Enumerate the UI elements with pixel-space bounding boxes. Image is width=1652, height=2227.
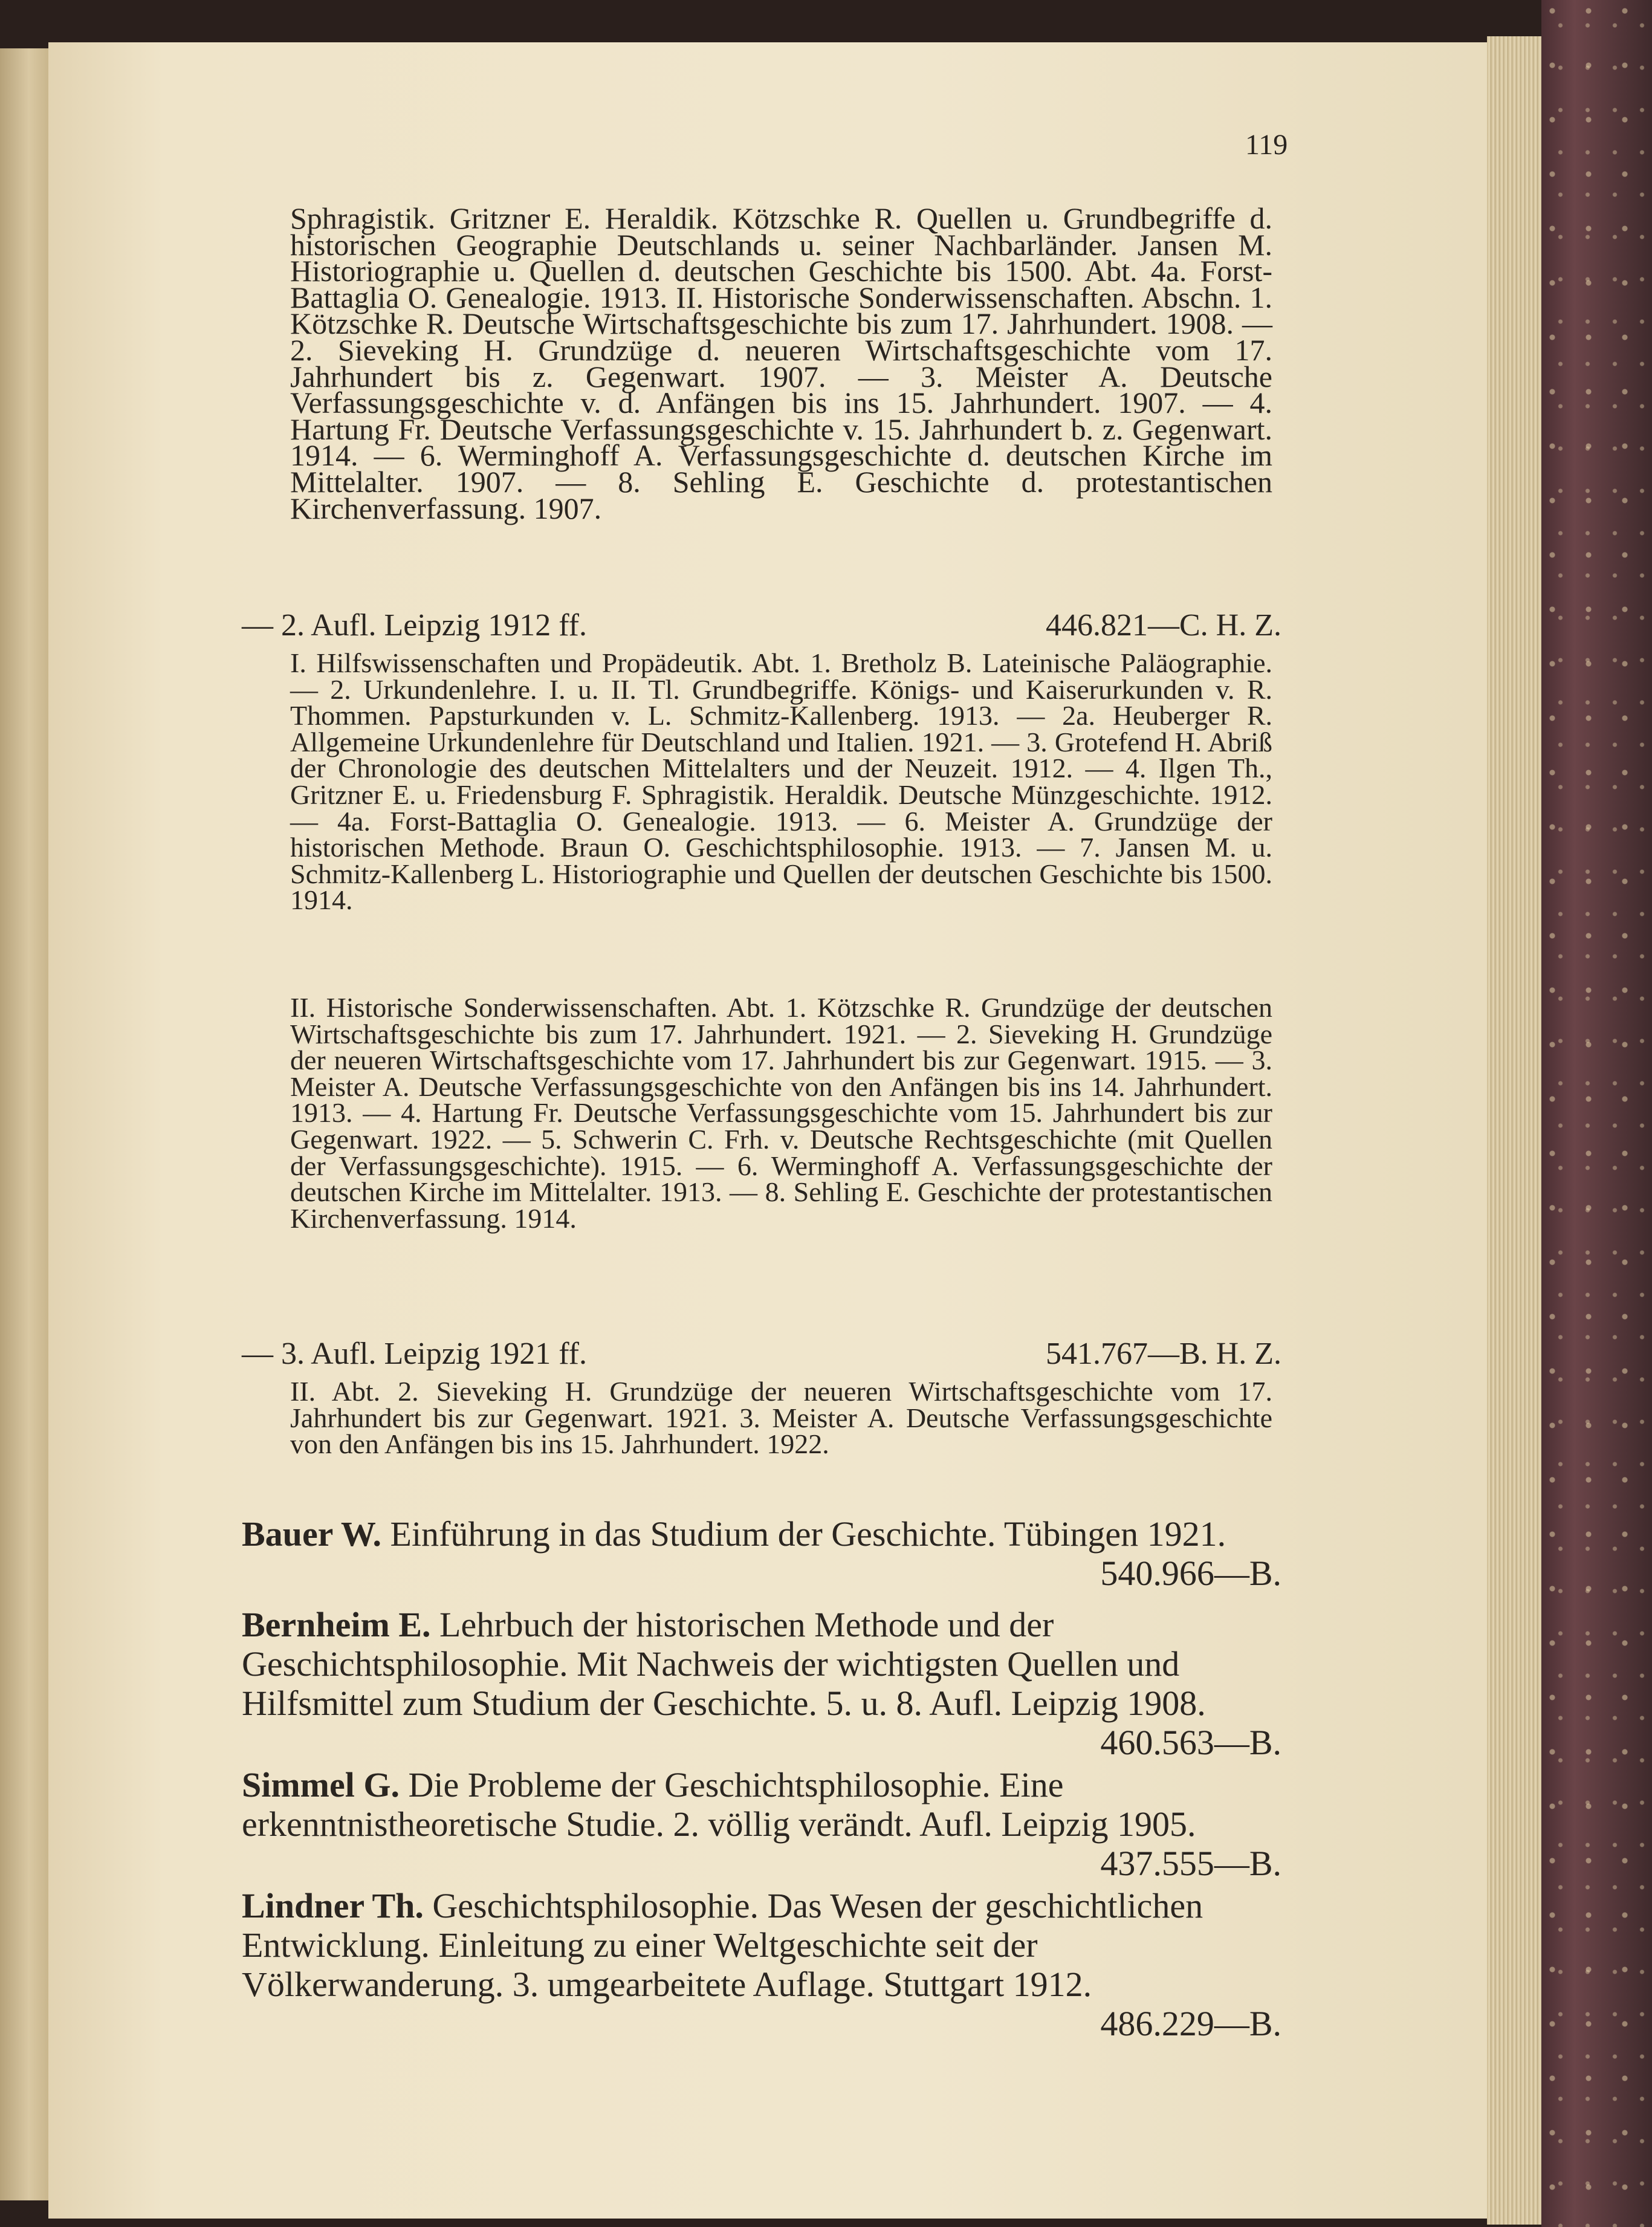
entry-text: Lehrbuch der historischen Methode und der Geschichtsphilosophie. Mit Nachweis der wichtigsten Quellen und Hilfsmittel zum Studium der Geschichte. 5. u. 8. Aufl. Leipzig 1908. [242,1605,1206,1723]
entry-author: Bernheim E. [242,1605,431,1644]
edition-2-signature: 446.821—C. H. Z. [1046,608,1281,643]
entry-text: Die Probleme der Geschichtsphilosophie. Eine erkenntnistheoretische Studie. 2. völlig verändt. Aufl. Leipzig 1905. [242,1765,1196,1844]
edition-3-signature: 541.767—B. H. Z. [1046,1337,1281,1371]
edition-2-row [242,608,1281,644]
entry-author: Simmel G. [242,1765,400,1804]
entry-signature: 540.966—B. [1100,1554,1281,1593]
entry-text: Einführung in das Studium der Geschichte. Tübingen 1921. [390,1514,1226,1554]
edition-3-row [242,1336,1281,1372]
entry-text: Geschichtsphilosophie. Das Wesen der geschichtlichen Entwicklung. Einleitung zu einer Weltgeschichte seit der Völkerwanderung. 3. umgearbeitete Auflage. Stuttgart 1912. [242,1886,1203,2004]
entry-author: Lindner Th. [242,1886,424,1925]
book-cover [1541,0,1652,2227]
page-number: 119 [1245,129,1288,161]
entry-bernheim [242,1605,1281,1762]
entry-bauer [242,1514,1281,1593]
entry-lindner [242,1886,1281,2043]
page-fore-edge [1487,36,1541,2225]
catalog-block-1: Sphragistik. Gritzner E. Heraldik. Kötzschke R. Quellen u. Grundbegriffe d. historischen Geographie Deutschlands u. seiner Nachbarländer. Jansen M. Historiographie u. Quellen d. deutschen Geschichte bis 1500. Abt. 4a. Forst-Battaglia O. Genealogie. 1913. II. Historische Sonderwissenschaften. Abschn. 1. Kötzschke R. Deutsche Wirtschaftsgeschichte bis zum 17. Jahrhundert. 1908. — 2. Sieveking H. Grundzüge d. neueren Wirtschaftsgeschichte vom 17. Jahrhundert bis z. Gegenwart. 1907. — 3. Meister A. Deutsche Verfassungsgeschichte v. d. Anfängen bis ins 15. Jahrhundert. 1907. — 4. Hartung Fr. Deutsche Verfassungsgeschichte v. 15. Jahrhundert b. z. Gegenwart. 1914. — 6. Werminghoff A. Verfassungsgeschichte d. deutschen Kirche im Mittelalter. 1907. — 8. Sehling E. Geschichte d. protestantischen Kirchenverfassung. 1907. [290,201,1272,525]
catalog-block-4: II. Abt. 2. Sieveking H. Grundzüge der neueren Wirtschaftsgeschichte vom 17. Jahrhundert bis zur Gegenwart. 1921. 3. Meister A. Deutsche Verfassungsgeschichte von den Anfängen bis ins 15. Jahrhundert. 1922. [290,1376,1272,1460]
entry-signature: 486.229—B. [1100,2004,1281,2043]
catalog-block-2: I. Hilfswissenschaften und Propädeutik. Abt. 1. Bretholz B. Lateinische Paläographie. — 2. Urkundenlehre. I. u. II. Tl. Grundbegriffe. Königs- und Kaiserurkunden v. R. Thommen. Papsturkunden v. L. Schmitz-Kallenberg. 1913. — 2a. Heuberger R. Allgemeine Urkundenlehre für Deutschland und Italien. 1921. — 3. Grotefend H. Abriß der Chronologie des deutschen Mittelalters und der Neuzeit. 1912. — 4. Ilgen Th., Gritzner E. u. Friedensburg F. Sphragistik. Heraldik. Deutsche Münzgeschichte. 1912. — 4a. Forst-Battaglia O. Genealogie. 1913. — 6. Meister A. Grundzüge der historischen Methode. Braun O. Geschichtsphilosophie. 1913. — 7. Jansen M. u. Schmitz-Kallenberg L. Historiographie und Quellen der deutschen Geschichte bis 1500. 1914. [290,647,1272,916]
edition-2-label: — 2. Aufl. Leipzig 1912 ff. [242,608,587,643]
catalog-block-3: II. Historische Sonderwissenschaften. Abt. 1. Kötzschke R. Grundzüge der deutschen Wirtschaftsgeschichte bis zum 17. Jahrhundert. 1921. — 2. Sieveking H. Grundzüge der neueren Wirtschaftsgeschichte vom 17. Jahrhundert bis zur Gegenwart. 1915. — 3. Meister A. Deutsche Verfassungsgeschichte von den Anfängen bis ins 14. Jahrhundert. 1913. — 4. Hartung Fr. Deutsche Verfassungsgeschichte vom 15. Jahrhundert bis zur Gegenwart. 1922. — 5. Schwerin C. Frh. v. Deutsche Rechtsgeschichte (mit Quellen der Verfassungsgeschichte). 1915. — 6. Werminghoff A. Verfassungsgeschichte der deutschen Kirche im Mittelalter. 1913. — 8. Sehling E. Geschichte der protestantischen Kirchenverfassung. 1914. [290,992,1272,1234]
entry-signature: 460.563—B. [1100,1723,1281,1762]
entry-signature: 437.555—B. [1100,1844,1281,1883]
entry-simmel [242,1765,1281,1883]
facing-page-edge [0,48,48,2200]
edition-3-label: — 3. Aufl. Leipzig 1921 ff. [242,1337,587,1371]
entry-author: Bauer W. [242,1514,382,1554]
